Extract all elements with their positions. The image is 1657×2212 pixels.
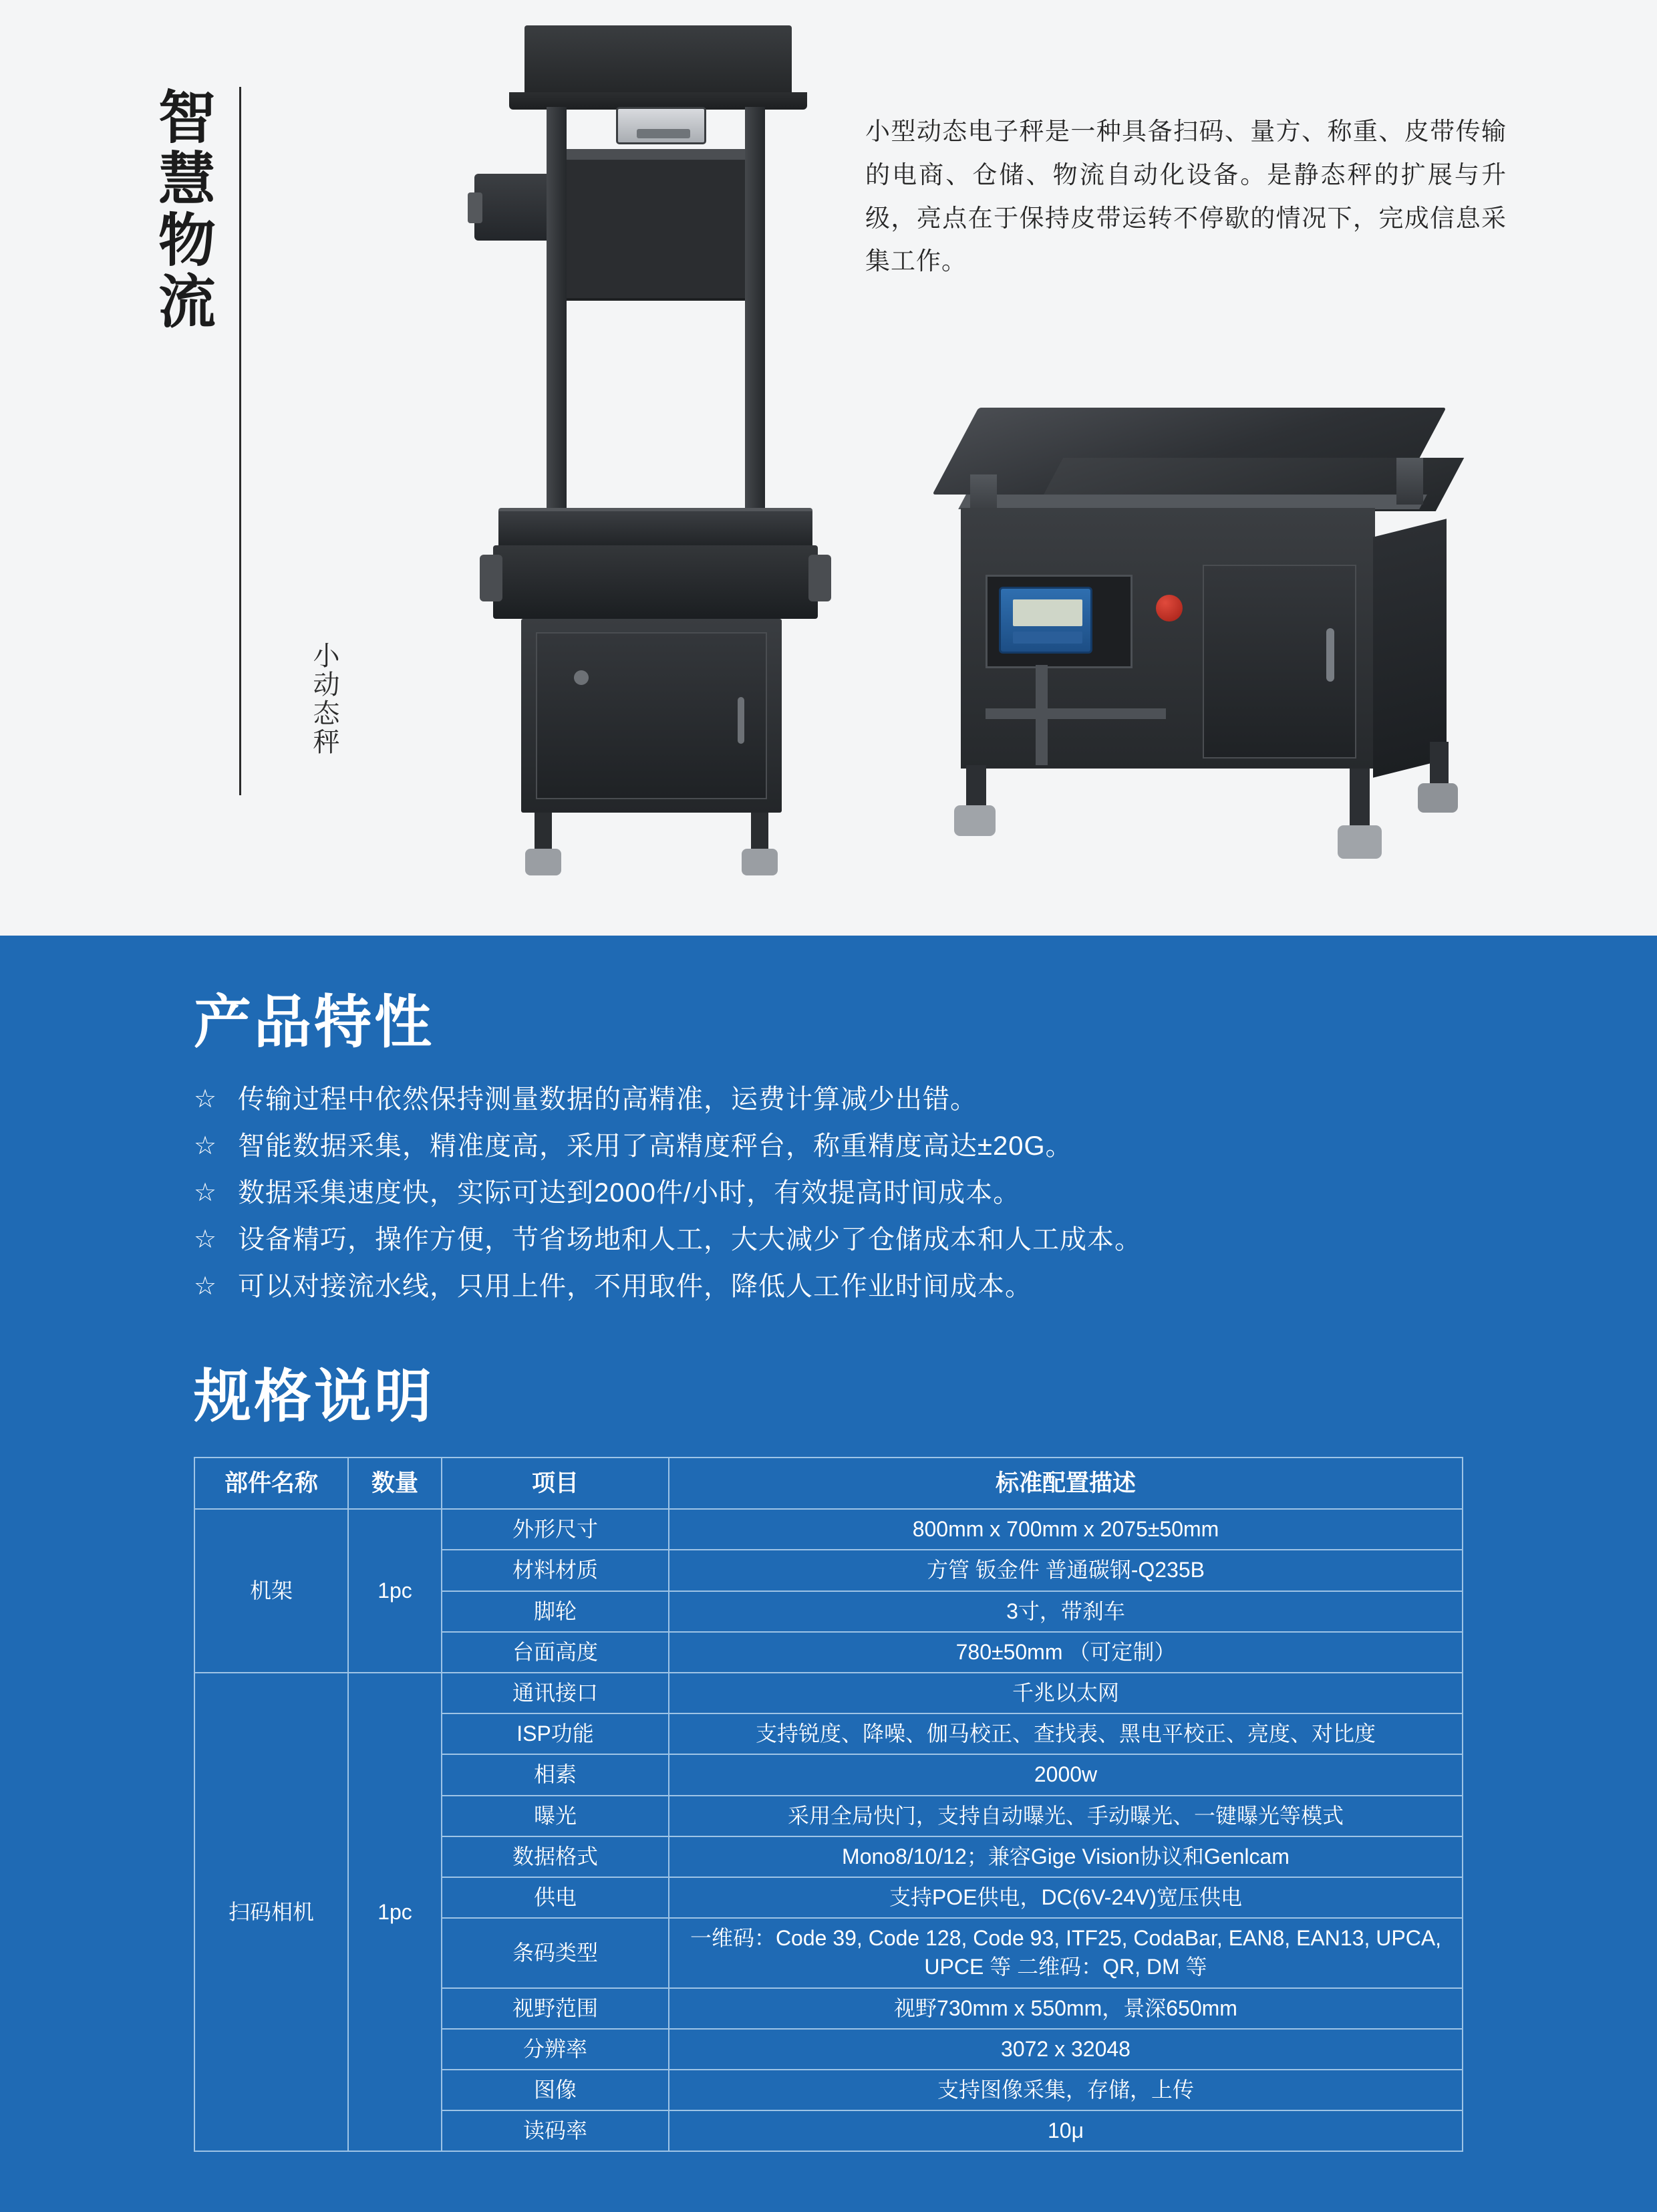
table-header-row [194, 1458, 1463, 1509]
hero-title-block [150, 87, 241, 795]
camera-lens-shape [637, 129, 690, 138]
spec-desc: 780±50mm （可定制） [669, 1632, 1463, 1673]
table-row [194, 1673, 1463, 1713]
specs-section [0, 936, 1657, 2212]
spec-desc: 支持锐度、降噪、伽马校正、查找表、黑电平校正、亮度、对比度 [669, 1713, 1463, 1754]
feature-text: 数据采集速度快，实际可达到2000件/小时，有效提高时间成本。 [238, 1178, 1021, 1208]
indicator-keypad-shape [1013, 632, 1082, 644]
page-title: 智慧物流 [149, 87, 214, 333]
column-header-qty: 数量 [348, 1458, 442, 1509]
bench-front-left-caster-shape [954, 805, 996, 836]
left-roller-shape [480, 555, 502, 601]
cabinet-handle-shape [738, 697, 744, 744]
conveyor-belt-body-shape [493, 545, 818, 619]
spec-desc: 800mm x 700mm x 2075±50mm [669, 1509, 1463, 1550]
column-header-part: 部件名称 [194, 1458, 348, 1509]
star-icon: ☆ [194, 1085, 217, 1113]
cabinet-shape [521, 619, 782, 813]
star-icon: ☆ [194, 1226, 217, 1254]
weight-indicator-shape [999, 587, 1092, 654]
right-roller-shape [808, 555, 831, 601]
hero-description: 小型动态电子秤是一种具备扫码、量方、称重、皮带传输的电商、仓储、物流自动化设备。是静态秤的扩展与升级，亮点在于保持皮带运转不停歇的情况下，完成信息采集工作。 [865, 118, 1507, 275]
hero-subtitle: 小动态秤 [309, 642, 339, 756]
feature-text: 智能数据采集，精准度高，采用了高精度秤台，称重精度高达±20G。 [238, 1131, 1073, 1161]
display-panel-top-shape [554, 149, 761, 160]
spec-desc: 2000w [669, 1754, 1463, 1795]
spec-table [194, 1457, 1463, 2152]
emergency-stop-button-shape [1156, 595, 1183, 621]
product-image-bench-scale [935, 394, 1470, 889]
feature-item [194, 1083, 1503, 1116]
bench-front-right-leg-shape [1350, 769, 1370, 829]
column-header-desc: 标准配置描述 [669, 1458, 1463, 1509]
spec-item: 条码类型 [442, 1918, 669, 1987]
conveyor-belt-top-shape [498, 508, 812, 548]
spec-desc: 方管 钣金件 普通碳钢-Q235B [669, 1550, 1463, 1591]
spec-desc: Mono8/10/12；兼容Gige Vision协议和Genlcam [669, 1836, 1463, 1877]
cabinet-door-shape [536, 632, 767, 799]
spec-table-head [194, 1458, 1463, 1509]
spec-desc: 采用全局快门，支持自动曝光、手动曝光、一键曝光等模式 [669, 1796, 1463, 1836]
bench-front-right-caster-shape [1338, 825, 1382, 859]
column-header-item: 项目 [442, 1458, 669, 1509]
spec-desc: 3072 x 32048 [669, 2029, 1463, 2070]
spec-desc: 3寸，带刹车 [669, 1591, 1463, 1632]
right-post-shape [745, 107, 765, 508]
group-quantity: 1pc [348, 1509, 442, 1673]
bench-belt-edge-shape [958, 495, 1427, 509]
spec-item: 图像 [442, 2070, 669, 2110]
spec-item: 外形尺寸 [442, 1509, 669, 1550]
bench-frame-horizontal-shape [986, 708, 1166, 719]
spec-item: 脚轮 [442, 1591, 669, 1632]
spec-table-body [194, 1509, 1463, 2151]
hero-section [0, 0, 1657, 936]
feature-item [194, 1223, 1503, 1256]
star-icon: ☆ [194, 1179, 217, 1207]
feature-item [194, 1176, 1503, 1210]
spec-item: 通讯接口 [442, 1673, 669, 1713]
table-row [194, 1509, 1463, 1550]
bench-back-right-caster-shape [1418, 783, 1458, 813]
spec-desc: 支持图像采集，存储，上传 [669, 2070, 1463, 2110]
title-divider [239, 87, 241, 795]
spec-item: 供电 [442, 1877, 669, 1918]
group-part-name: 扫码相机 [194, 1673, 348, 2151]
canopy-shape [524, 25, 792, 96]
bench-right-post-shape [1396, 458, 1423, 505]
display-panel-shape [551, 157, 758, 301]
cabinet-knob-shape [574, 670, 589, 685]
bench-back-right-leg-shape [1430, 742, 1449, 789]
features-heading: 产品特性 [194, 990, 434, 1055]
spec-desc: 10μ [669, 2110, 1463, 2151]
spec-desc: 千兆以太网 [669, 1673, 1463, 1713]
star-icon: ☆ [194, 1272, 217, 1300]
bench-door-handle-shape [1326, 628, 1334, 682]
spec-desc: 视野730mm x 550mm，景深650mm [669, 1988, 1463, 2029]
indicator-screen-shape [1013, 599, 1082, 626]
spec-item: 曝光 [442, 1796, 669, 1836]
feature-item [194, 1129, 1503, 1163]
group-part-name: 机架 [194, 1509, 348, 1673]
product-image-gantry-scale [468, 13, 842, 875]
spec-item: 相素 [442, 1754, 669, 1795]
feature-text: 设备精巧，操作方便，节省场地和人工，大大减少了仓储成本和人工成本。 [238, 1225, 1142, 1254]
feature-item [194, 1270, 1503, 1303]
spec-item: 分辨率 [442, 2029, 669, 2070]
star-icon: ☆ [194, 1132, 217, 1160]
group-quantity: 1pc [348, 1673, 442, 2151]
spec-item: 视野范围 [442, 1988, 669, 2029]
right-caster-shape [742, 849, 778, 875]
spec-desc: 支持POE供电，DC(6V-24V)宽压供电 [669, 1877, 1463, 1918]
spec-item: 数据格式 [442, 1836, 669, 1877]
spec-item: ISP功能 [442, 1713, 669, 1754]
spec-item: 台面高度 [442, 1632, 669, 1673]
spec-item: 读码率 [442, 2110, 669, 2151]
spec-item: 材料材质 [442, 1550, 669, 1591]
feature-text: 可以对接流水线，只用上件，不用取件，降低人工作业时间成本。 [238, 1272, 1032, 1301]
feature-text: 传输过程中依然保持测量数据的高精准，运费计算减少出错。 [238, 1085, 977, 1114]
feature-list [194, 1083, 1503, 1303]
side-arm-shape [468, 192, 482, 223]
left-caster-shape [525, 849, 561, 875]
right-leg-shape [751, 813, 768, 853]
bench-side-panel-shape [1373, 519, 1447, 777]
left-post-shape [547, 107, 567, 508]
specs-heading: 规格说明 [194, 1365, 434, 1429]
spec-desc: 一维码：Code 39, Code 128, Code 93, ITF25, CodaBar, EAN8, EAN13, UPCA, UPCE 等 二维码：QR, DM 等 [669, 1918, 1463, 1987]
scanner-camera-shape [616, 107, 706, 144]
left-leg-shape [535, 813, 552, 853]
